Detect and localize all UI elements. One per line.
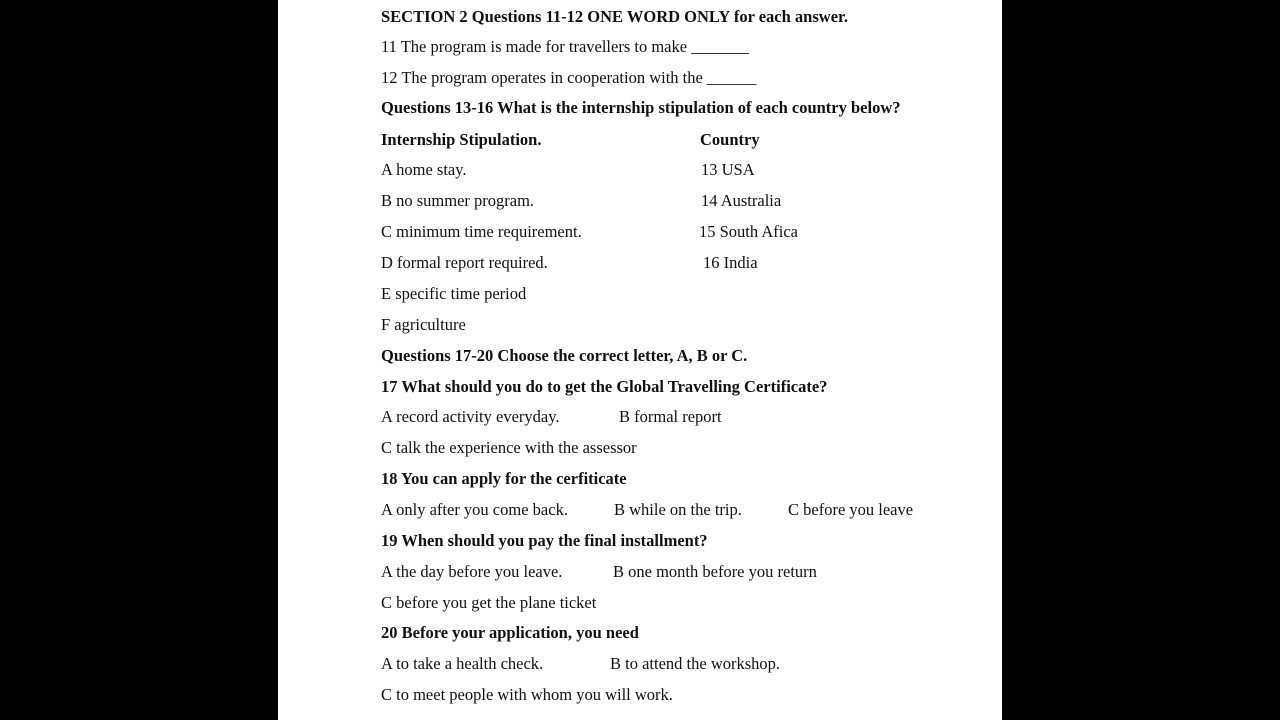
question-18-prompt: 18 You can apply for the cerfiticate (381, 469, 627, 488)
matching-country-15: 15 South Afica (699, 222, 798, 241)
question-17-prompt: 17 What should you do to get the Global Travelling Certificate? (381, 377, 828, 396)
matching-country-16: 16 India (703, 253, 758, 272)
section-heading: SECTION 2 Questions 11-12 ONE WORD ONLY for each answer. (381, 7, 848, 26)
question-19-prompt: 19 When should you pay the final installment? (381, 531, 708, 550)
question-17-option-c: C talk the experience with the assessor (381, 438, 637, 457)
question-12: 12 The program operates in cooperation with the ______ (381, 68, 757, 87)
matching-country-13: 13 USA (701, 160, 755, 179)
mc-heading: Questions 17-20 Choose the correct letter, A, B or C. (381, 346, 748, 365)
document-page (278, 0, 1002, 720)
question-19-option-c: C before you get the plane ticket (381, 593, 597, 612)
question-20-option-c: C to meet people with whom you will work. (381, 685, 673, 704)
matching-option-b: B no summer program. (381, 191, 535, 210)
question-17-option-b: B formal report (619, 407, 722, 426)
matching-left-header: Internship Stipulation. (381, 130, 542, 149)
question-20-option-b: B to attend the workshop. (610, 654, 781, 673)
question-11: 11 The program is made for travellers to make _______ (381, 37, 749, 56)
matching-right-header: Country (700, 130, 760, 149)
matching-option-e: E specific time period (381, 284, 527, 303)
matching-option-d: D formal report required. (381, 253, 548, 272)
matching-country-14: 14 Australia (701, 191, 782, 210)
matching-option-c: C minimum time requirement. (381, 222, 582, 241)
question-20-option-a: A to take a health check. (381, 654, 544, 673)
question-19-option-b: B one month before you return (613, 562, 817, 581)
question-18-option-b: B while on the trip. (614, 500, 742, 519)
question-19-option-a: A the day before you leave. (381, 562, 563, 581)
question-18-option-c: C before you leave (788, 500, 914, 519)
question-20-prompt: 20 Before your application, you need (381, 623, 639, 642)
matching-heading: Questions 13-16 What is the internship stipulation of each country below? (381, 98, 901, 117)
question-17-option-a: A record activity everyday. (381, 407, 560, 426)
matching-option-a: A home stay. (381, 160, 467, 179)
question-18-option-a: A only after you come back. (381, 500, 568, 519)
matching-option-f: F agriculture (381, 315, 466, 334)
